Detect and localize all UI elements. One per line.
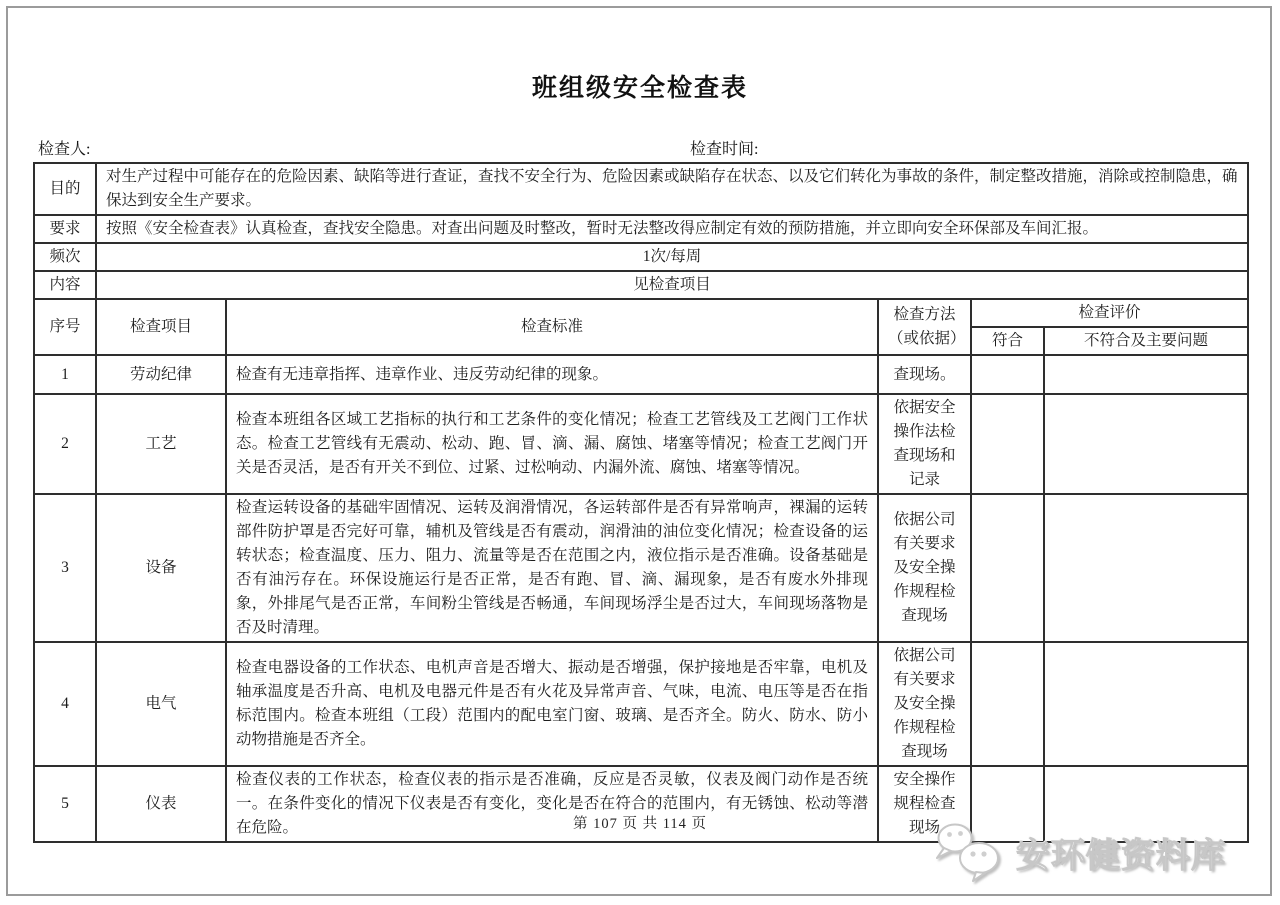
row-fail-cell [1044, 494, 1248, 642]
watermark-text: 安环健资料库 [1016, 836, 1226, 875]
row-standard: 检查电器设备的工作状态、电机声音是否增大、振动是否增强，保护接地是否牢靠，电机及轴承温度是否升高、电机及电器元件是否有火花及异常声音、气味，电流、电压等是否在指标范围内。检查本班组（工段）范围内的配电室门窗、玻璃、是否齐全。防火、防水、防小动物措施是否齐全。 [226, 642, 878, 766]
column-header-method-line1: 检查方法 [893, 306, 956, 323]
row-fail-cell [1044, 642, 1248, 766]
row-item: 电气 [96, 642, 226, 766]
row-pass-cell [971, 642, 1044, 766]
wechat-bubbles-icon [932, 821, 1006, 883]
watermark [932, 820, 1252, 884]
column-header-pass: 符合 [971, 327, 1044, 355]
row-item: 设备 [96, 494, 226, 642]
column-header-standard: 检查标准 [226, 299, 878, 355]
table-row [34, 271, 1248, 299]
page-number: 第 107 页 共 114 页 [572, 816, 708, 832]
row-method: 依据安全操作法检查现场和记录 [878, 394, 971, 494]
table-row [34, 163, 1248, 215]
column-header-fail: 不符合及主要问题 [1044, 327, 1248, 355]
row-item: 劳动纪律 [96, 355, 226, 394]
table-row [34, 243, 1248, 271]
table-row-equipment [34, 494, 1248, 642]
purpose-content: 对生产过程中可能存在的危险因素、缺陷等进行查证，查找不安全行为、危险因素或缺陷存在状态、以及它们转化为事故的条件，制定整改措施，消除或控制隐患，确保达到安全生产要求。 [96, 163, 1248, 215]
frequency-content: 1次/每周 [96, 243, 1248, 271]
row-number: 3 [34, 494, 96, 642]
column-header-no: 序号 [34, 299, 96, 355]
table-row [34, 215, 1248, 243]
column-header-method [878, 299, 971, 355]
frequency-label: 频次 [34, 243, 96, 271]
inspection-time-label: 检查时间: [690, 141, 759, 158]
requirement-label: 要求 [34, 215, 96, 243]
row-standard: 检查运转设备的基础牢固情况、运转及润滑情况，各运转部件是否有异常响声，裸漏的运转部件防护罩是否完好可靠，辅机及管线是否有震动，润滑油的油位变化情况；检查设备的运转状态；检查温度、压力、阻力、流量等是否在范围之内，液位指示是否准确。设备基础是否有油污存在。环保设施运行是否正常，是否有跑、冒、滴、漏现象，是否有废水外排现象，外排尾气是否正常，车间粉尘管线是否畅通，车间现场浮尘是否过大，车间现场落物是否及时清理。 [226, 494, 878, 642]
row-pass-cell [971, 394, 1044, 494]
table-row-electrical [34, 642, 1248, 766]
column-header-item: 检查项目 [96, 299, 226, 355]
row-method: 安全操作规程检查现场 [878, 766, 971, 842]
row-method: 查现场。 [878, 355, 971, 394]
row-fail-cell [1044, 355, 1248, 394]
requirement-content: 按照《安全检查表》认真检查，查找安全隐患。对查出问题及时整改，暂时无法整改得应制定有效的预防措施，并立即向安全环保部及车间汇报。 [96, 215, 1248, 243]
row-item: 工艺 [96, 394, 226, 494]
content-content: 见检查项目 [96, 271, 1248, 299]
page-title: 班组级安全检查表 [531, 75, 748, 102]
row-method: 依据公司有关要求及安全操作规程检查现场 [878, 642, 971, 766]
row-item: 仪表 [96, 766, 226, 842]
inspector-label: 检查人: [38, 141, 91, 158]
table-row-labor-discipline [34, 355, 1248, 394]
column-header-method-line2: （或依据） [888, 330, 966, 347]
column-header-evaluation: 检查评价 [971, 299, 1248, 327]
row-pass-cell [971, 494, 1044, 642]
row-number: 4 [34, 642, 96, 766]
row-standard: 检查本班组各区域工艺指标的执行和工艺条件的变化情况；检查工艺管线及工艺阀门工作状态。检查工艺管线有无震动、松动、跑、冒、滴、漏、腐蚀、堵塞等情况；检查工艺阀门开关是否灵活，是否有开关不到位、过紧、过松响动、内漏外流、腐蚀、堵塞等情况。 [226, 394, 878, 494]
table-header-row [34, 299, 1248, 327]
purpose-label: 目的 [34, 163, 96, 215]
row-number: 2 [34, 394, 96, 494]
row-number: 5 [34, 766, 96, 842]
row-method: 依据公司有关要求及安全操作规程检查现场 [878, 494, 971, 642]
table-row-process [34, 394, 1248, 494]
content-label: 内容 [34, 271, 96, 299]
row-pass-cell [971, 355, 1044, 394]
row-standard: 检查仪表的工作状态，检查仪表的指示是否准确，反应是否灵敏，仪表及阀门动作是否统一。在条件变化的情况下仪表是否有变化，变化是否在符合的范围内，有无锈蚀、松动等潜在危险。 [226, 766, 878, 842]
safety-checklist-table [33, 162, 1249, 843]
row-fail-cell [1044, 394, 1248, 494]
row-standard: 检查有无违章指挥、违章作业、违反劳动纪律的现象。 [226, 355, 878, 394]
row-number: 1 [34, 355, 96, 394]
